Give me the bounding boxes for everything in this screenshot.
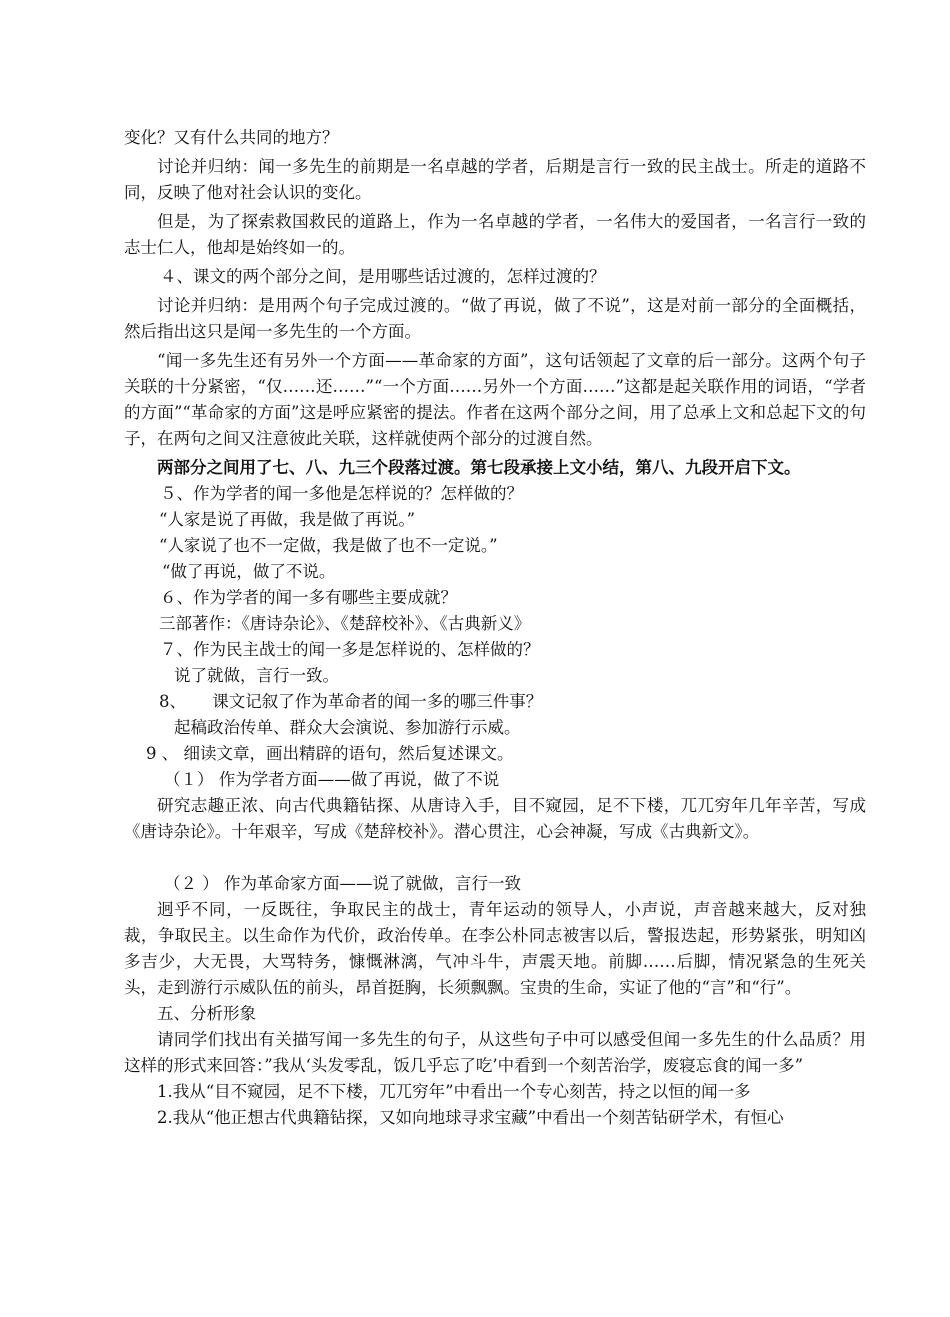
paragraph: 但是，为了探索救国救民的道路上，作为一名卓越的学者，一名伟大的爱国者，一名言行一致的志士仁人，他却是始终如一的。 xyxy=(124,212,866,257)
paragraph: 迥乎不同，一反既往，争取民主的战士，青年运动的领导人，小声说，声音越来越大，反对独裁，争取民主。以生命作为代价，政治传单。在李公朴同志被害以后，警报迭起，形势紧张，明知凶多吉少，大无畏，大骂特务，慷慨淋漓，气冲斗牛，声震天地。前脚……后脚，情况紧急的生死关头，走到游行示威队伍的前头，昂首挺胸，长须飘飘。宝贵的生命，实证了他的“言”和“行”。 xyxy=(124,900,866,997)
quote-line: “做了再说，做了不说。 xyxy=(162,562,336,581)
list-item: 2.我从“他正想古代典籍钻探，又如向地球寻求宝藏”中看出一个刻苦钻研学术，有恒心 xyxy=(157,1108,784,1127)
paragraph: 请同学们找出有关描写闻一多先生的句子，从这些句子中可以感受但闻一多先生的什么品质？用这样的形式来回答：”我从‘头发零乱，饭几乎忘了吃’中看到一个刻苦治学，废寝忘食的闻一多” xyxy=(124,1030,866,1075)
blank-line xyxy=(124,845,866,871)
question-7: ７、作为民主战士的闻一多是怎样说的、怎样做的？ xyxy=(160,640,540,659)
sub-heading-2: （２ ） 作为革命家方面——说了就做，言行一致 xyxy=(164,874,521,893)
question-9: 9 、 细读文章，画出精辟的语句，然后复述课文。 xyxy=(146,744,514,763)
question-4: ４、课文的两个部分之间，是用哪些话过渡的，怎样过渡的？ xyxy=(160,267,606,286)
paragraph: “闻一多先生还有另外一个方面——革命家的方面”，这句话领起了文章的后一部分。这两个句子关联的十分紧密，“仅……还……”“一个方面……另外一个方面……”这都是起关联作用的词语，“学者的方面”“革命家的方面”这是呼应紧密的提法。作者在这两个部分之间，用了总承上文和总起下文的句子，在两句之间又注意彼此关联，这样就使两个部分的过渡自然。 xyxy=(124,351,866,448)
bold-summary: 两部分之间用了七、八、九三个段落过渡。第七段承接上文小结，第八、九段开启下文。 xyxy=(157,458,801,477)
answer-line: 起稿政治传单、群众大会演说、参加游行示威。 xyxy=(174,718,521,737)
answer-line: 三部著作：《唐诗杂论》、《楚辞校补》、《古典新义》 xyxy=(159,614,531,633)
answer-line: 说了就做，言行一致。 xyxy=(174,666,339,685)
paragraph: 讨论并归纳：闻一多先生的前期是一名卓越的学者，后期是言行一致的民主战士。所走的道路不同，反映了他对社会认识的变化。 xyxy=(124,157,866,202)
paragraph: 讨论并归纳：是用两个句子完成过渡的。“做了再说，做了不说”，这是对前一部分的全面概括，然后指出这只是闻一多先生的一个方面。 xyxy=(124,296,866,341)
question-5: ５、作为学者的闻一多他是怎样说的？怎样做的？ xyxy=(160,484,523,503)
quote-line: “人家说了也不一定做，我是做了也不一定说。” xyxy=(159,536,498,555)
text-line: 变化？又有什么共同的地方？ xyxy=(124,128,339,147)
list-item: 1.我从“目不窥园，足不下楼，兀兀穷年”中看出一个专心刻苦，持之以恒的闻一多 xyxy=(157,1082,751,1101)
quote-line: “人家是说了再做，我是做了再说。” xyxy=(159,510,416,529)
question-8: 8、 课文记叙了作为革命者的闻一多的哪三件事？ xyxy=(159,692,543,711)
document-body xyxy=(124,125,866,1131)
question-6: ６、作为学者的闻一多有哪些主要成就？ xyxy=(160,588,457,607)
paragraph: 研究志趣正浓、向古代典籍钻探、从唐诗入手，目不窥园，足不下楼，兀兀穷年几年辛苦，写成《唐诗杂论》。十年艰辛，写成《楚辞校补》。潜心贯注，心会神凝，写成《古典新文》。 xyxy=(124,796,866,841)
sub-heading-1: （１） 作为学者方面——做了再说，做了不说 xyxy=(164,770,500,789)
section-heading: 五、分析形象 xyxy=(157,1004,256,1023)
